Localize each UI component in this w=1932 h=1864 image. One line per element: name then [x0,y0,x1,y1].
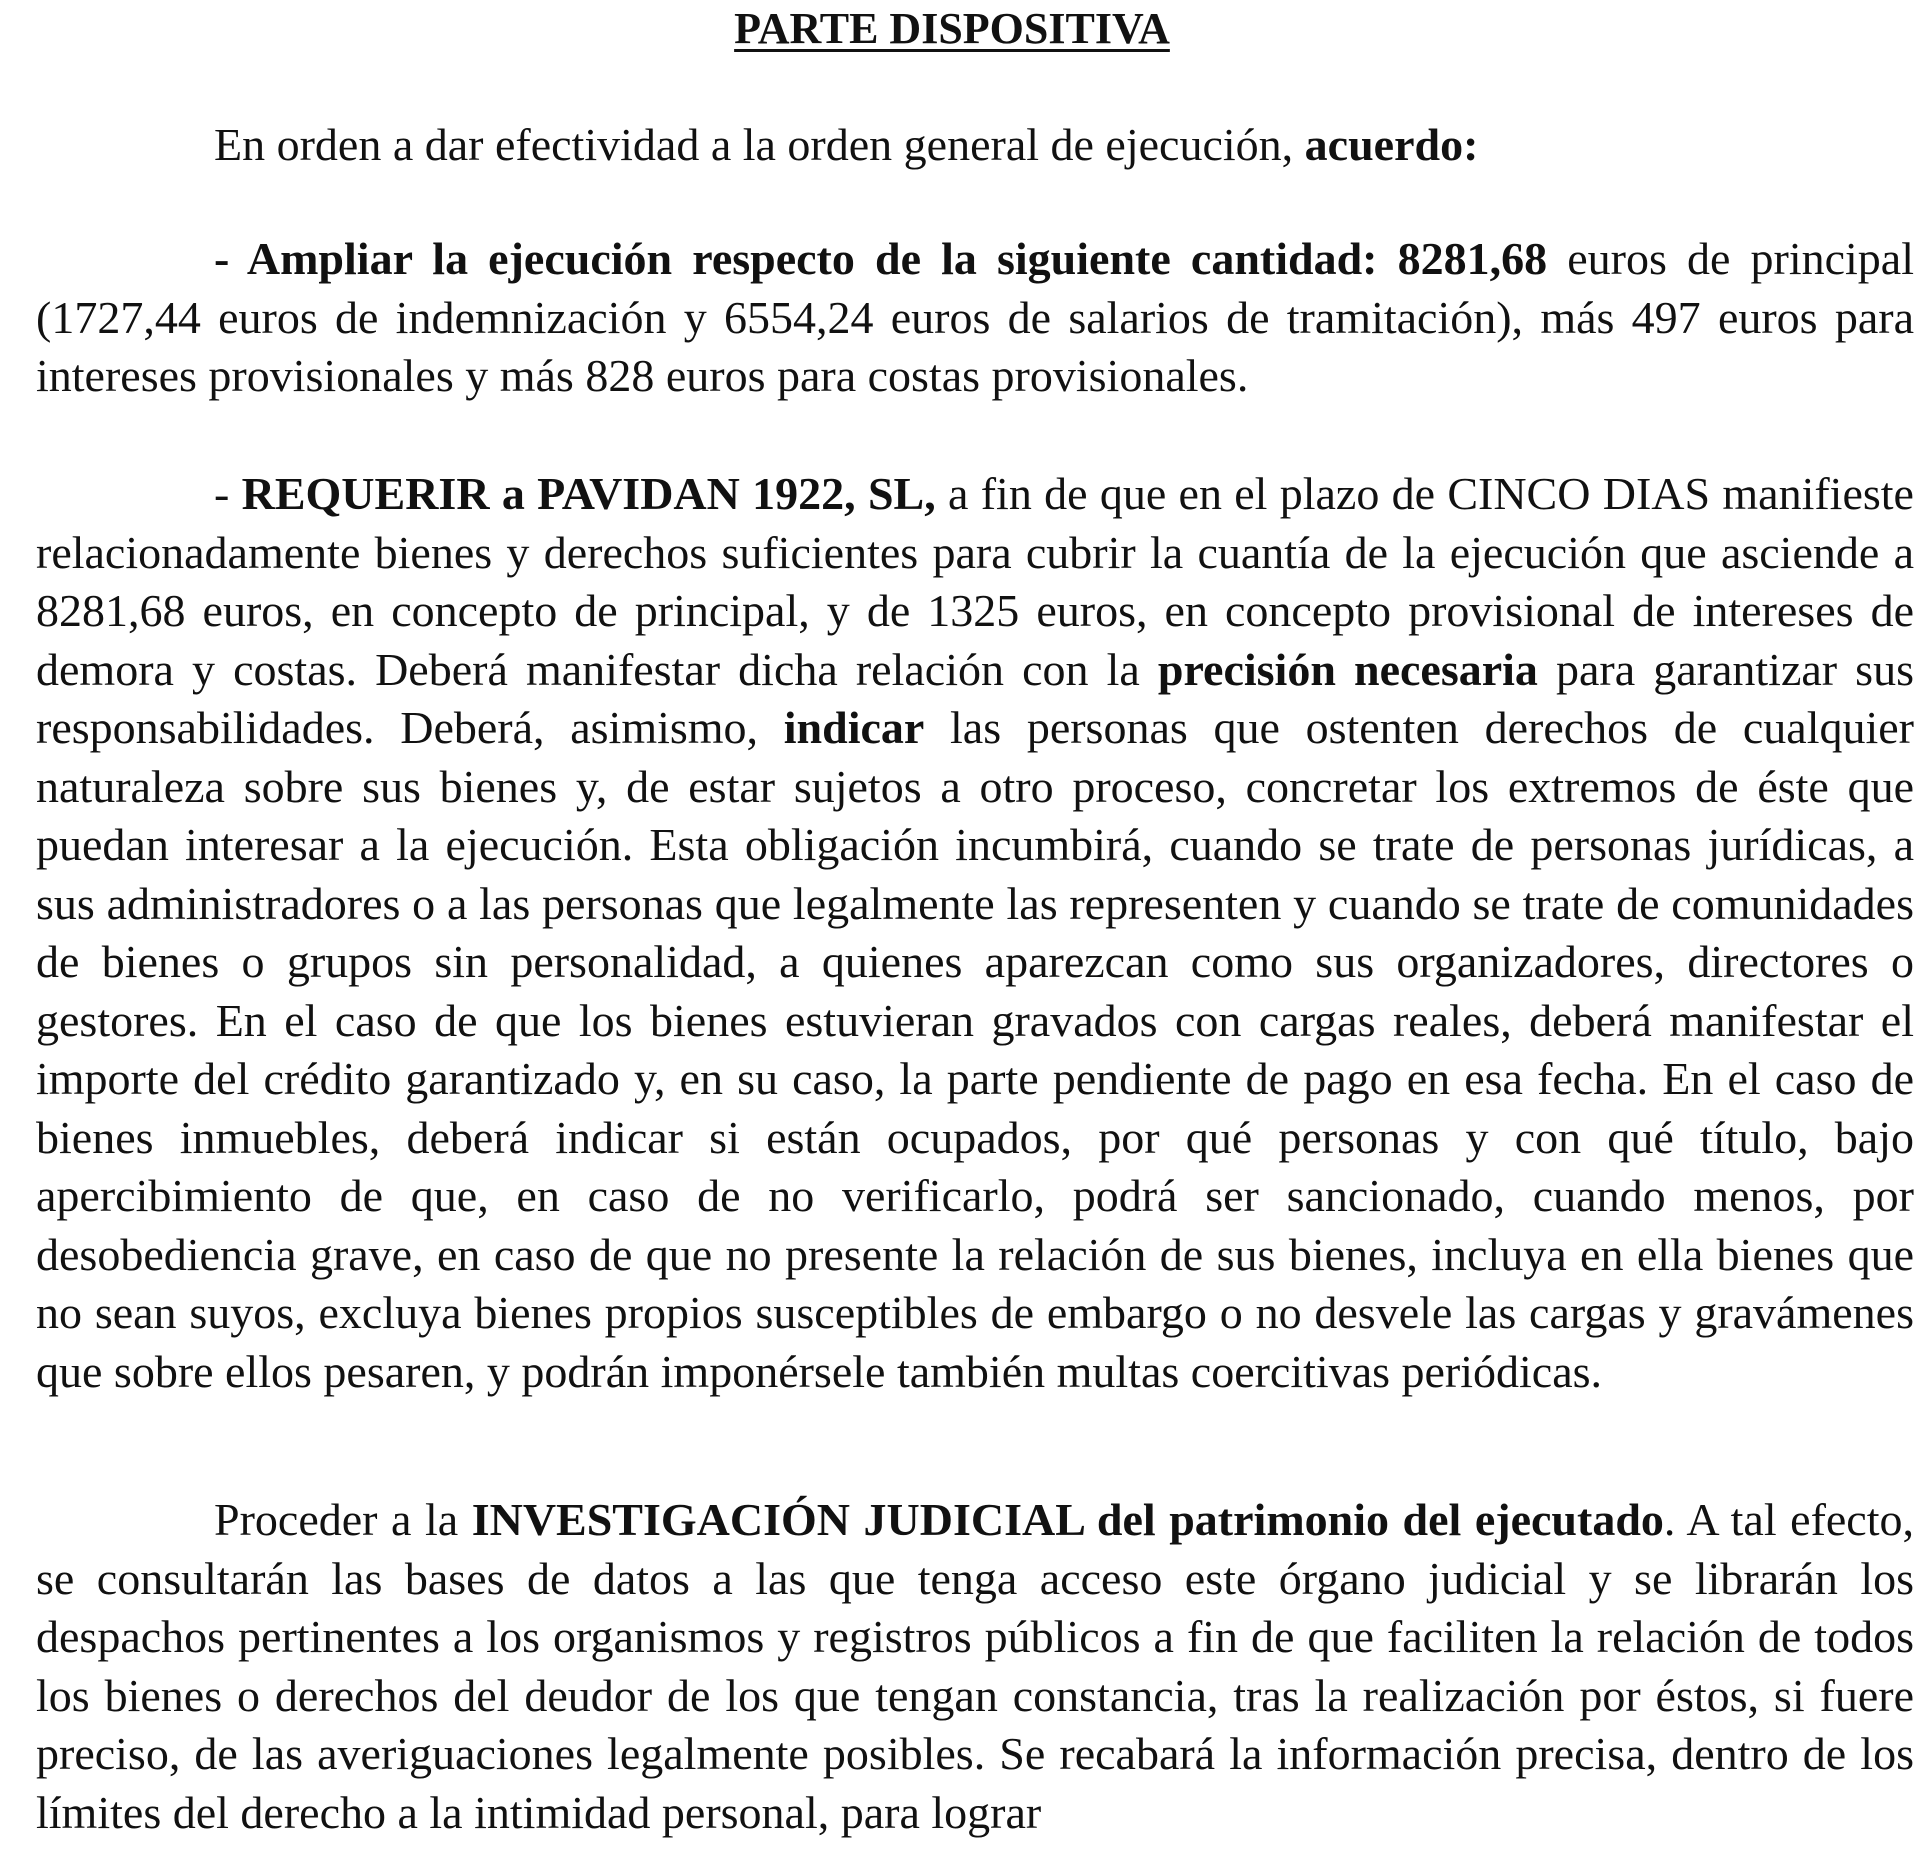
section-title [0,2,1932,56]
ampliar-paragraph [36,230,1914,406]
intro-paragraph [36,116,1914,175]
requerir-text-1: a fin de que en el plazo de CINCO DIAS manifieste relacionadamente bienes y derechos suficientes para cubrir la cuantía de la ejecución que asciende a 8281,68 euros, en concepto de principal, y de 1325 euros, en concepto provisional de intereses de demora y costas. Deberá manifestar dicha relación con la [36,468,1914,695]
investigacion-bold-1: INVESTIGACIÓN JUDICIAL del patrimonio del ejecutado [471,1494,1664,1545]
requerir-bold-1: REQUERIR a PAVIDAN 1922, SL, [241,468,936,519]
intro-text: En orden a dar efectividad a la orden general de ejecución, [214,119,1305,170]
ampliar-rest: euros de principal (1727,44 euros de indemnización y 6554,24 euros de salarios de tramitación), más 497 euros para intereses provisionales y más 828 euros para costas provisionales. [36,233,1915,401]
requerir-text-2: para garantizar sus responsabilidades. Deberá, asimismo, [36,643,1914,753]
investigacion-text-1: Proceder a la [214,1494,472,1545]
requerir-dash: - [214,468,242,519]
requerir-text-3: las personas que ostenten derechos de cualquier naturaleza sobre sus bienes y, de estar sujetos a otro proceso, concretar los extremos de éste que puedan interesar a la ejecución. Esta obligación incumbirá, cuando se trate de personas jurídicas, a sus administradores o a las personas que legalmente las representen y cuando se trate de comunidades de bienes o grupos sin personalidad, a quienes aparezcan como sus organizadores, directores o gestores. En el caso de que los bienes estuvieran gravados con cargas reales, deberá manifestar el importe del crédito garantizado y, en su caso, la parte pendiente de pago en esa fecha. En el caso de bienes inmuebles, deberá indicar si están ocupados, por qué personas y con qué título, bajo apercibimiento de que, en caso de no verificarlo, podrá ser sancionado, cuando menos, por desobediencia grave, en caso de que no presente la relación de sus bienes, incluya en ella bienes que no sean suyos, excluya bienes propios susceptibles de embargo o no desvele las cargas y gravámenes que sobre ellos pesaren, y podrán imponérsele también multas coercitivas periódicas. [36,702,1914,1397]
intro-bold: acuerdo: [1304,119,1479,170]
requerir-bold-3: indicar [783,702,925,753]
requerir-bold-2: precisión necesaria [1157,643,1538,695]
title-text: PARTE DISPOSITIVA [734,4,1170,53]
ampliar-lead: - Ampliar la ejecución respecto de la siguiente cantidad: 8281,68 [214,233,1548,284]
requerir-paragraph [36,465,1914,1401]
investigacion-text-2: . A tal efecto, se consultarán las bases de datos a las que tenga acceso este órgano judicial y se librarán los despachos pertinentes a los organismos y registros públicos a fin de que faciliten la relación de todos los bienes o derechos del deudor de los que tengan constancia, tras la realización por éstos, si fuere preciso, de las averiguaciones legalmente posibles. Se recabará la información precisa, dentro de los límites del derecho a la intimidad personal, para lograr [36,1494,1914,1838]
investigacion-paragraph [36,1491,1914,1842]
